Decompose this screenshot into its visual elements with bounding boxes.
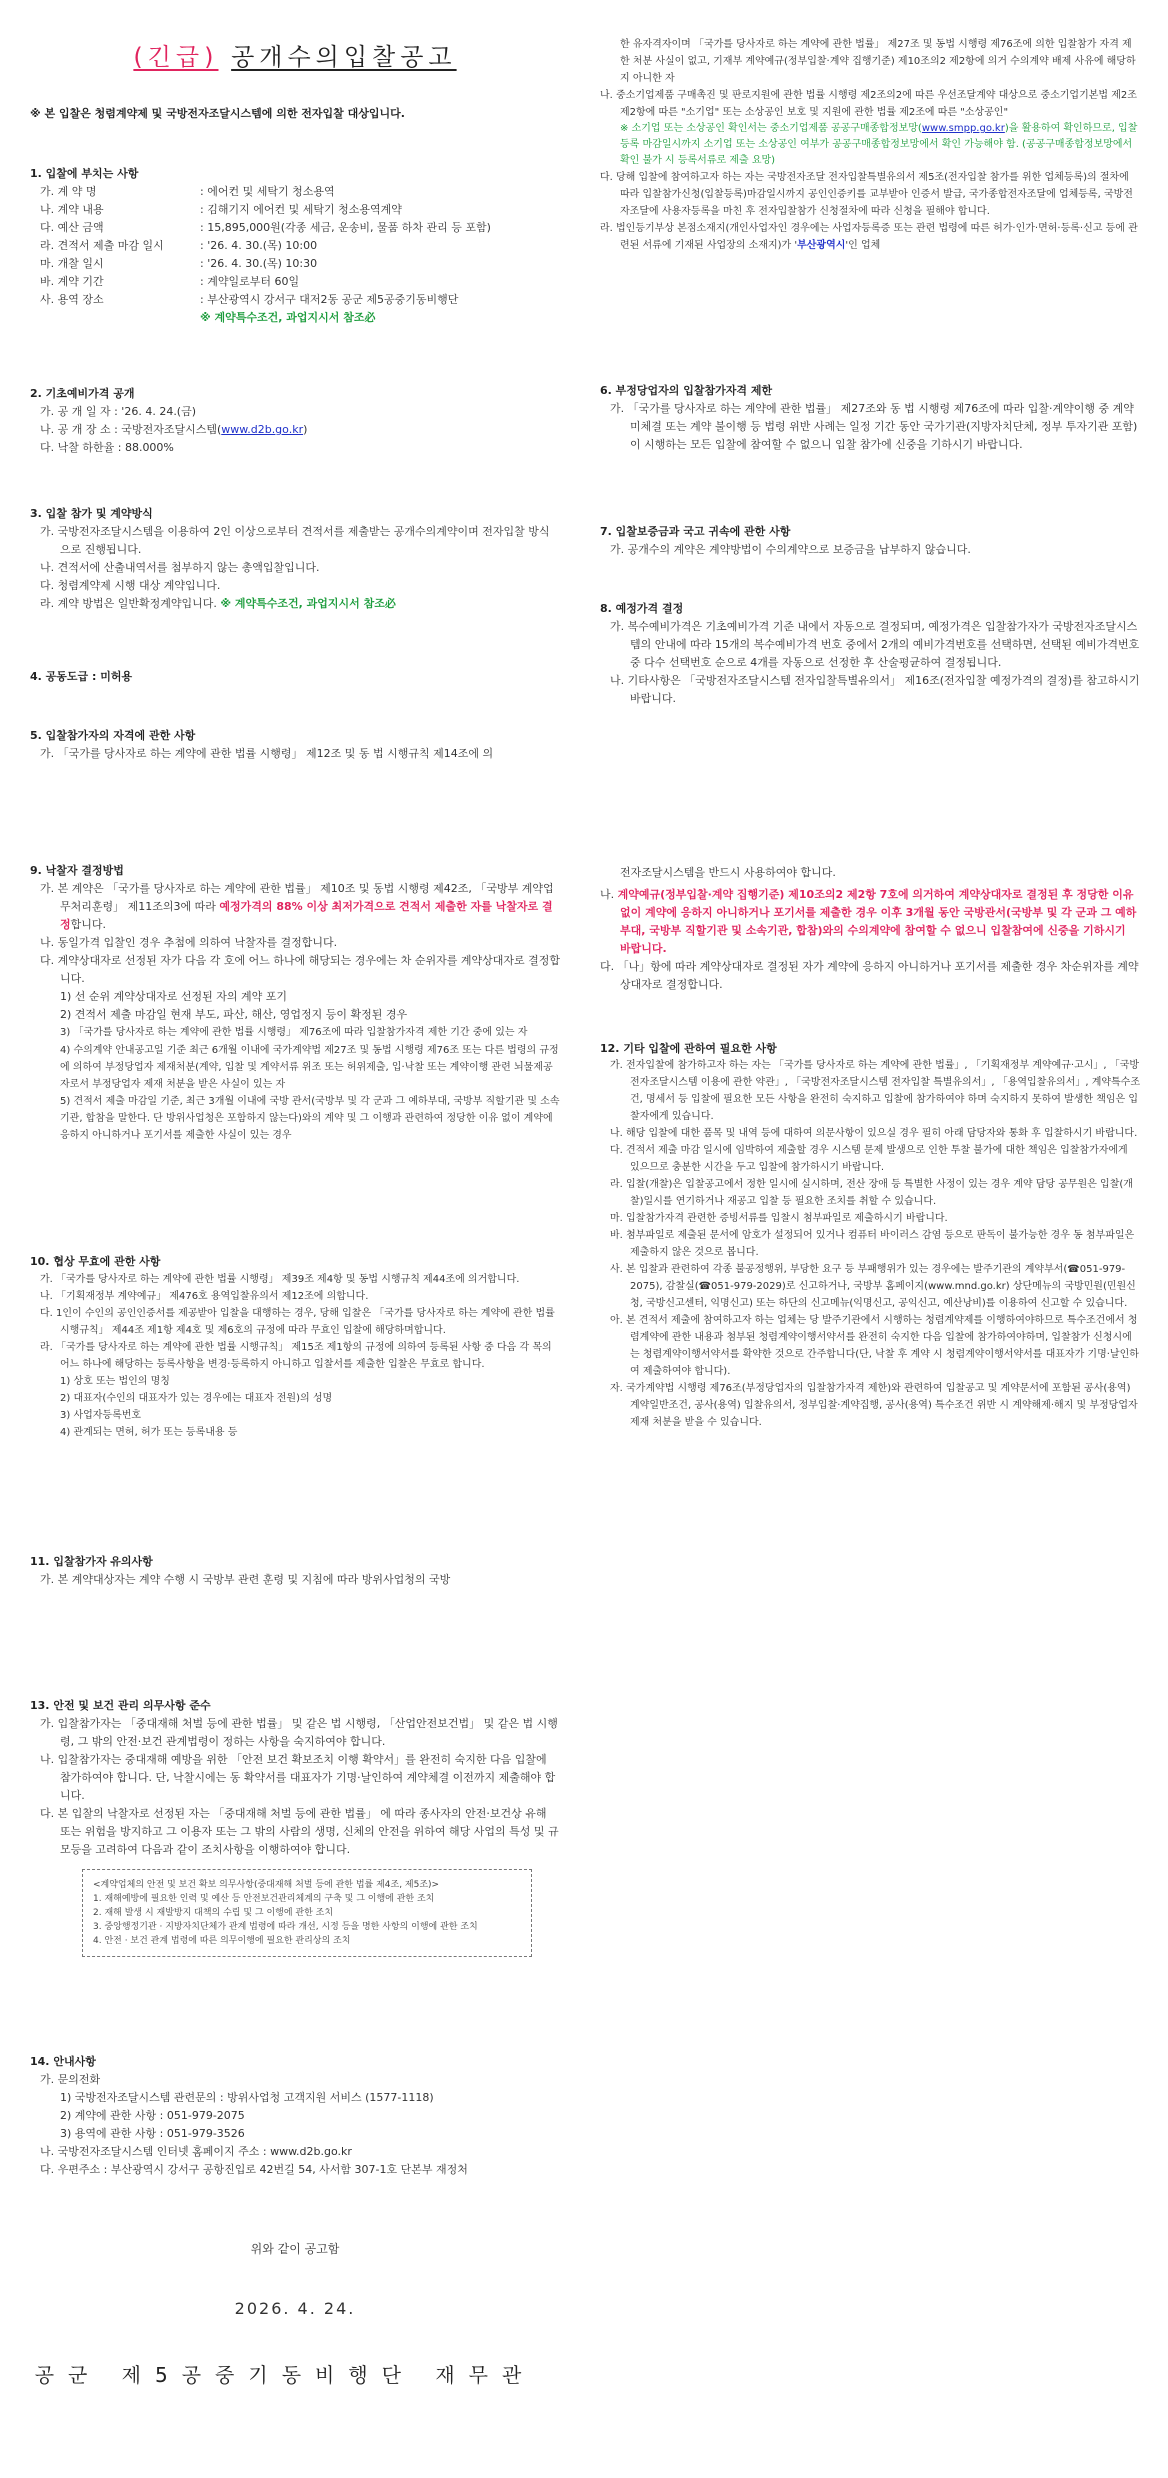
s8-line-1: 가. 복수예비가격은 기초예비가격 기준 내에서 자동으로 결정되며, 예정가격은 입찰참가자가 국방전자조달시스템의 안내에 따라 15개의 복수예비가격 번호 중에서 2개의 예비가격번호를 선택하면, 선택된 예비가격번호 중 다수 선택번호 순으로 4개를 자동으로 선정한 후 산술평균하여 결정됩니다. [610,620,1140,669]
s1-row-5: 바. 계약 기간 : 계약일로부터 60일 [40,275,300,288]
section-12 [600,1040,1140,1431]
section-1-head: 1. 입찰에 부치는 사항 [30,167,139,180]
section-2 [30,385,560,457]
section-9-head: 9. 낙찰자 결정방법 [30,864,124,877]
r1-p2: 나. 중소기업제품 구매촉진 및 판로지원에 관한 법률 시행령 제2조의2에 따른 우선조달계약 대상으로 중소기업기본법 제2조 제2항에 따른 "소기업" 또는 소상공인 보호 및 지원에 관한 법률 제2조에 따른 "소상공인" [600,90,1137,118]
section-2-head: 2. 기초예비가격 공개 [30,387,135,400]
s10-line-2: 나. 「기획재정부 계약예규」 제476호 용역입찰유의서 제12조에 의합니다. [40,1291,369,1302]
s1-row-2: 다. 예산 금액 : 15,895,000원(각종 세금, 운송비, 물품 하차 관리 등 포함) [40,221,491,234]
section-3 [30,505,560,613]
s14-line-1: 가. 문의전화 [40,2073,101,2086]
s7-line-1: 가. 공개수의 계약은 계약방법이 수의계약으로 보증금을 납부하지 않습니다. [610,543,971,556]
section-13-head: 13. 안전 및 보건 관리 의무사항 준수 [30,1699,211,1712]
section-6 [600,382,1140,454]
section-6-head: 6. 부정당업자의 입찰참가자격 제한 [600,384,773,397]
section-8 [600,600,1140,708]
s3-line-3: 다. 청렴계약제 시행 대상 계약입니다. [40,579,221,592]
section-8-head: 8. 예정가격 결정 [600,602,684,615]
s9-line-1: 가. 본 계약은 「국가를 당사자로 하는 계약에 관한 법률」 제10조 및 동법 시행령 제42조, 「국방부 계약업무처리훈령」 제11조의3에 따라 예정가격의 88% 이상 최저가격으로 견적서 제출한 자를 낙찰자로 결정합니다. [40,882,554,931]
s13-line-1: 가. 입찰참가자는 「중대재해 처벌 등에 관한 법률」 및 같은 법 시행령, 「산업안전보건법」 및 같은 법 시행령, 그 밖의 안전·보건 관계법령이 정하는 사항을 숙지하여야 합니다. [40,1717,558,1748]
title-text: 공개수의입찰공고 [231,43,457,71]
s12-line-4: 라. 입찰(개찰)은 입찰공고에서 정한 일시에 실시하며, 전산 장애 등 특별한 사정이 있는 경우 계약 담당 공무원은 입찰(개찰)일시를 연기하거나 재공고 입찰 등 필요한 조치를 취할 수 있습니다. [610,1179,1133,1207]
s1-note: ※ 계약특수조건, 과업지시서 참조必 [200,311,376,324]
s3-line-2: 나. 견적서에 산출내역서를 첨부하지 않는 총액입찰입니다. [40,561,320,574]
s12-line-8: 아. 본 견적서 제출에 참여하고자 하는 업체는 당 발주기관에서 시행하는 청렴계약제를 이행하여야하므로 특수조건에서 청렴계약에 관한 내용과 첨부된 청렴계약이행서약서를 완전히 숙지한 다음 입찰에 참가하여야하며, 입찰참가 신청시에는 청렴계약이행서약서를 확약한 것으로 간주합니다(단, 낙찰 후 계약 시 청렴계약이행서약서를 대표자가 기명·날인하여 제출하여야 합니다). [610,1315,1139,1377]
s14-n1: 1) 국방전자조달시스템 관련문의 : 방위사업청 고객지원 서비스 (1577-1118) [60,2091,434,2104]
box-line-0: <계약업체의 안전 및 보건 확보 의무사항(중대재해 처벌 등에 관한 법률 제4조, 제5조)> [93,1880,440,1890]
s1-row-0: 가. 계 약 명 : 에어컨 및 세탁기 청소용역 [40,185,335,198]
s2-line-1: 가. 공 개 일 자 : '26. 4. 24.(금) [40,405,197,418]
r9-p1: 나. 계약예규(정부입찰·계약 집행기준) 제10조의2 제2항 7호에 의거하여 계약상대자로 결정된 후 정당한 이유 없이 계약에 응하지 아니하거나 포기서를 제출한 경우 이후 3개월 동안 국방관서(국방부 및 각 군과 그 예하부대, 국방부 직할기관 및 소속기관, 합참)와의 수의계약에 참여할 수 없으니 입찰참여에 신중을 기하시기 바랍니다. [600,888,1137,955]
closing-text: 위와 같이 공고함 [250,2242,340,2256]
s14-n3: 3) 용역에 관한 사항 : 051-979-3526 [60,2127,245,2140]
s10-n3: 3) 사업자등록번호 [60,1410,142,1421]
s6-line-1: 가. 「국가를 당사자로 하는 계약에 관한 법률」 제27조와 동 법 시행령 제76조에 따라 입찰·계약이행 중 계약 미체결 또는 계약 불이행 등 법령 위반 사례는 일정 기간 동안 국가기관(지방자치단체, 정부 투자기관 포함)이 시행하는 모든 입찰에 참여할 수 없으니 입찰 참가에 신중을 기하시기 바랍니다. [610,402,1138,451]
s9-continued [600,864,1140,994]
s10-line-1: 가. 「국가를 당사자로 하는 계약에 관한 법률 시행령」 제39조 제4항 및 동법 시행규칙 제44조에 의거합니다. [40,1274,520,1285]
s13-line-2: 나. 입찰참가자는 중대재해 예방을 위한 「안전 보건 확보조치 이행 확약서」를 완전히 숙지한 다음 입찰에 참가하여야 합니다. 단, 낙찰시에는 동 확약서를 대표자가 기명·날인하여 계약체결 이전까지 제출해야 합니다. [40,1753,556,1802]
s14-line-3: 다. 우편주소 : 부산광역시 강서구 공항진입로 42번길 54, 사서함 307-1호 단본부 재정처 [40,2163,468,2176]
s14-n2: 2) 계약에 관한 사항 : 051-979-2075 [60,2109,245,2122]
s5-continued [600,36,1140,254]
r9-p0: 전자조달시스템을 반드시 사용하여야 합니다. [620,866,836,879]
s9-n3: 3) 「국가를 당사자로 하는 계약에 관한 법률 시행령」 제76조에 따라 입찰참가자격 제한 기간 중에 있는 자 [60,1027,528,1038]
s2-line-2: 나. 공 개 장 소 : 국방전자조달시스템(www.d2b.go.kr) [40,423,308,436]
r1-p4: 라. 법인등기부상 본점소재지(개인사업자인 경우에는 사업자등록증 또는 관련 법령에 따른 허가·인가·면허·등록·신고 등에 관련된 서류에 기재된 사업장의 소재지)가 '부산광역시'인 업체 [600,223,1138,251]
s12-line-3: 다. 견적서 제출 마감 일시에 임박하여 제출할 경우 시스템 문제 발생으로 인한 투찰 불가에 대한 책임은 입찰참가자에게 있으므로 충분한 시간을 두고 입찰에 참가하시기 바랍니다. [610,1145,1128,1173]
section-13 [30,1697,560,1957]
s12-line-7: 사. 본 입찰과 관련하여 각종 불공정행위, 부당한 요구 등 부패행위가 있는 경우에는 발주기관의 계약부서(☎051-979-2075), 감찰실(☎051-979-2029)로 신고하거나, 국방부 홈페이지(www.mnd.go.kr) 상단메뉴의 국방민원(민원신청, 국방신고센터, 익명신고) 또는 하단의 신고메뉴(익명신고, 공익신고, 예산낭비)를 이용하여 신고할 수 있습니다. [610,1264,1136,1309]
s10-line-3: 다. 1인이 수인의 공인인증서를 제공받아 입찰을 대행하는 경우, 당해 입찰은 「국가를 당사자로 하는 계약에 관한 법률 시행규칙」 제44조 제1항 제4호 및 제6호의 규정에 따라 무효인 입찰에 해당하며합니다. [40,1308,555,1336]
s9-n5: 5) 견적서 제출 마감일 기준, 최근 3개월 이내에 국방 관서(국방부 및 각 군과 그 예하부대, 국방부 직할기관 및 소속 기관, 합참을 말한다. 단 방위사업청은 포함하지 않는다)와의 계약 및 그 이행과 관련하여 정당한 이유 없이 계약에 응하지 아니하거나 포기서를 제출한 사실이 있는 경우 [60,1096,560,1141]
urgent-label: (긴급) [133,43,219,71]
section-7-head: 7. 입찰보증금과 국고 귀속에 관한 사항 [600,525,791,538]
document-title [30,40,560,74]
section-7 [600,523,1140,559]
s10-n2: 2) 대표자(수인의 대표자가 있는 경우에는 대표자 전원)의 성명 [60,1393,333,1404]
s1-row-4: 마. 개찰 일시 : '26. 4. 30.(목) 10:30 [40,257,318,270]
s1-note-row [40,309,560,327]
s9-line-2: 나. 동일가격 입찰인 경우 추첨에 의하여 낙찰자를 결정합니다. [40,936,338,949]
s1-row-3: 라. 견적서 제출 마감 일시 : '26. 4. 30.(목) 10:00 [40,239,318,252]
s12-line-9: 자. 국가계약법 시행령 제76조(부정당업자의 입찰참가자격 제한)와 관련하여 입찰공고 및 계약문서에 포함된 공사(용역) 계약일반조건, 공사(용역) 입찰유의서, 정부입찰·계약집행, 공사(용역) 특수조건 위반 시 계약해제·해지 및 부정당업자 제재 처분을 받을 수 있습니다. [610,1383,1138,1428]
section-11-head: 11. 입찰참가자 유의사항 [30,1555,153,1568]
s8-line-2: 나. 기타사항은 「국방전자조달시스템 전자입찰특별유의서」 제16조(전자입찰 예정가격의 결정)를 참고하시기 바랍니다. [610,674,1140,705]
s2-line-3: 다. 낙찰 하한율 : 88.000% [40,441,174,454]
section-10 [30,1253,560,1441]
s9-n1: 1) 선 순위 계약상대자로 선정된 자의 계약 포기 [60,990,288,1003]
section-12-head: 12. 기타 입찰에 관하여 필요한 사항 [600,1042,777,1055]
s9-n2: 2) 견적서 제출 마감일 현재 부도, 파산, 해산, 영업정지 등이 확정된 경우 [60,1008,408,1021]
section-4-head: 4. 공동도급 : 미허용 [30,670,133,683]
s9-line-3: 다. 계약상대자로 선정된 자가 다음 각 호에 어느 하나에 해당되는 경우에는 차 순위자를 계약상대자로 결정합니다. [40,954,560,985]
d2b-link[interactable]: www.d2b.go.kr [221,423,304,436]
notice-date: 2026. 4. 24. [234,2299,356,2318]
s12-line-5: 마. 입찰참가자격 관련한 증빙서류를 입찰시 첨부파일로 제출하시기 바랍니다. [610,1213,948,1224]
s10-line-4: 라. 「국가를 당사자로 하는 계약에 관한 법률 시행규칙」 제15조 제1항의 규정에 의하여 등록된 사항 중 다음 각 목의 어느 하나에 해당하는 등록사항을 변경·등록하지 아니하고 입찰서를 제출한 입찰은 무효로 합니다. [40,1342,552,1370]
box-line-2: 2. 재해 발생 시 재발방지 대책의 수립 및 그 이행에 관한 조치 [93,1908,334,1918]
section-1 [30,165,560,327]
r1-p2-note: ※ 소기업 또는 소상공인 확인서는 중소기업제품 공공구매종합정보망(www.smpp.go.kr)을 활용하여 확인하므로, 입찰 등록 마감일시까지 소기업 또는 소상공인 여부가 공공구매종합정보망에서 확인 가능해야 함. (공공구매종합정보망에서 확인 불가 시 등록서류로 제출 요망) [620,123,1138,166]
notice-line: ※ 본 입찰은 청렴계약제 및 국방전자조달시스템에 의한 전자입찰 대상입니다. [30,107,405,120]
box-line-3: 3. 중앙행정기관 · 지방자치단체가 관계 법령에 따라 개선, 시정 등을 명한 사항의 이행에 관한 조치 [93,1922,478,1932]
s13-line-3: 다. 본 입찰의 낙찰자로 선정된 자는 「중대재해 처벌 등에 관한 법률」 에 따라 종사자의 안전·보건상 유해 또는 위험을 방지하고 그 이용자 또는 그 밖의 사람의 생명, 신체의 안전을 위하여 해당 사업의 특성 및 규모등을 고려하여 다음과 같이 조치사항을 이행하여야 합니다. [40,1807,559,1856]
r9-p2: 다. 「나」항에 따라 계약상대자로 결정된 자가 계약에 응하지 아니하거나 포기서를 제출한 경우 차순위자를 계약상대자로 결정합니다. [600,960,1139,991]
s3-line-4: 라. 계약 방법은 일반확정계약입니다. ※ 계약특수조건, 과업지시서 참조必 [40,597,396,610]
section-10-head: 10. 협상 무효에 관한 사항 [30,1255,161,1268]
r1-p3: 다. 당해 입찰에 참여하고자 하는 자는 국방전자조달 전자입찰특별유의서 제5조(전자입찰 참가를 위한 업체등록)의 절차에 따라 입찰참가신청(입찰등록)마감일시까지 공인인증키를 교부받아 인증서 발급, 국가종합전자조달에 업체등록, 국방전자조달에 사용자등록을 마친 후 전자입찰참가 신청절차에 따라 신청을 필해야 합니다. [600,172,1133,217]
smpp-link[interactable]: www.smpp.go.kr [921,123,1005,134]
s5-line-1: 가. 「국가를 당사자로 하는 계약에 관한 법률 시행령」 제12조 및 동 법 시행규칙 제14조에 의 [40,747,494,760]
s3-note: ※ 계약특수조건, 과업지시서 참조必 [220,597,396,610]
s12-line-2: 나. 해당 입찰에 대한 품목 및 내역 등에 대하여 의문사항이 있으실 경우 필히 아래 담당자와 통화 후 입찰하시기 바랍니다. [610,1128,1138,1139]
section-1-rows [30,183,560,327]
section-3-head: 3. 입찰 참가 및 계약방식 [30,507,153,520]
section-14-head: 14. 안내사항 [30,2055,96,2068]
safety-duty-box [82,1869,532,1957]
s1-row-1: 나. 계약 내용 : 김해기지 에어컨 및 세탁기 청소용역계약 [40,203,402,216]
s12-line-1: 가. 전자입찰에 참가하고자 하는 자는 「국가를 당사자로 하는 계약에 관한 법률」, 「기획재정부 계약예규·고시」, 「국방전자조달시스템 이용에 관한 약관」, 「국방전자조달시스템 전자입찰 특별유의서」, 「용역입찰유의서」, 계약특수조건, 명세서 등 입찰에 필요한 모든 사항을 완전히 숙지하고 입찰에 참가하여야 하며 숙지하지 못하여 발생한 책임은 입찰자에게 있습니다. [610,1060,1141,1122]
section-9 [30,862,560,1144]
box-line-4: 4. 안전 · 보건 관계 법령에 따른 의무이행에 필요한 관리상의 조치 [93,1936,351,1946]
s12-line-6: 바. 첨부파일로 제출된 문서에 암호가 설정되어 있거나 컴퓨터 바이러스 감염 등으로 판독이 불가능한 경우 동 첨부파일은 제출하지 않은 것으로 봅니다. [610,1230,1135,1258]
s9-n4: 4) 수의계약 안내공고일 기준 최근 6개월 이내에 국가계약법 제27조 및 동법 시행령 제76조 또는 다른 법령의 규정에 의하여 부정당업자 제재처분(계약, 입찰 및 계약서류 위조 또는 허위제출, 입·낙찰 또는 계약이행 관련 뇌물제공자로서 부정당업자 제재 처분을 받은 사실이 있는 자 [60,1045,559,1090]
section-5-head: 5. 입찰참가자의 자격에 관한 사항 [30,729,196,742]
s11-line-1: 가. 본 계약대상자는 계약 수행 시 국방부 관련 훈령 및 지침에 따라 방위사업청의 국방 [40,1573,451,1586]
issuer-name: 공군 제5공중기동비행단 재무관 [34,2363,536,2387]
s10-n1: 1) 상호 또는 법인의 명칭 [60,1376,170,1387]
s10-n4: 4) 관계되는 면허, 허가 또는 등록내용 등 [60,1427,238,1438]
section-5 [30,727,560,763]
s14-line-2: 나. 국방전자조달시스템 인터넷 홈페이지 주소 : www.d2b.go.kr [40,2145,352,2158]
section-11 [30,1553,560,1589]
box-line-1: 1. 재해예방에 필요한 인력 및 예산 등 안전보건관리체계의 구축 및 그 이행에 관한 조치 [93,1894,435,1904]
s3-line-1: 가. 국방전자조달시스템을 이용하여 2인 이상으로부터 견적서를 제출받는 공개수의계약이며 전자입찰 방식으로 진행됩니다. [40,525,550,556]
s1-row-6: 사. 용역 장소 : 부산광역시 강서구 대저2동 공군 제5공중기동비행단 [40,293,459,306]
r1-p1: 한 유자격자이며 「국가를 당사자로 하는 계약에 관한 법률」 제27조 및 동법 시행령 제76조에 의한 입찰참가 자격 제한 처분 사실이 없고, 기재부 계약예규(정부입찰·계약 집행기준) 제10조의2 제2항에 의거 수의계약 배제 사유에 해당하지 아니한 자 [620,39,1136,84]
section-14 [30,2053,560,2179]
